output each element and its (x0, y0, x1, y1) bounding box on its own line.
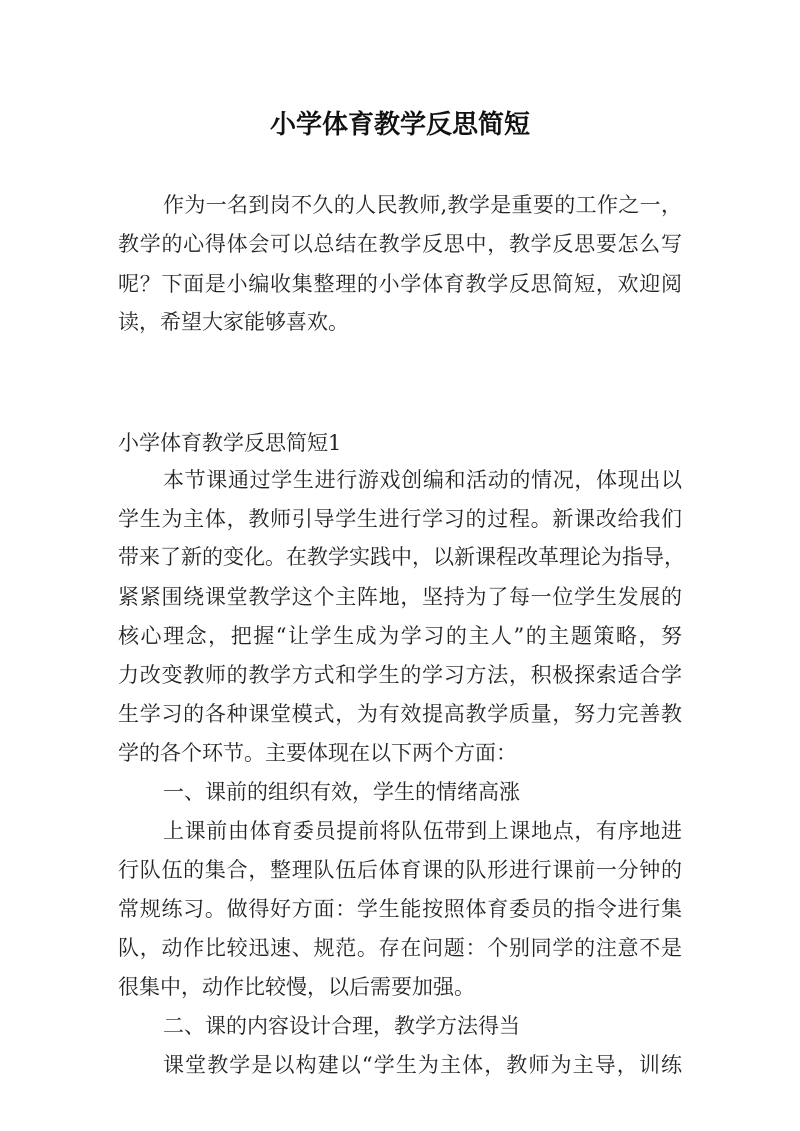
text-line: 常规练习。做得好方面：学生能按照体育委员的指令进行集 (118, 897, 682, 921)
text-line: 力改变教师的教学方式和学生的学习方法，积极探索适合学 (118, 663, 682, 687)
text-line: 教学的心得体会可以总结在教学反思中，教学反思要怎么写 (118, 232, 682, 256)
point-heading-2: 二、课的内容设计合理，教学方法得当 (163, 1014, 520, 1038)
text-line: 生学习的各种课堂模式，为有效提高教学质量，努力完善教 (118, 702, 682, 726)
text-line: 很集中，动作比较慢，以后需要加强。 (118, 975, 475, 999)
text-line: 行队伍的集合，整理队伍后体育课的队形进行课前一分钟的 (118, 858, 682, 882)
text-line: 核心理念，把握“让学生成为学习的主人”的主题策略，努 (118, 624, 682, 648)
text-line: 课堂教学是以构建以“学生为主体，教师为主导，训练 (163, 1053, 682, 1077)
point-heading-1: 一、课前的组织有效，学生的情绪高涨 (163, 780, 520, 804)
text-line: 本节课通过学生进行游戏创编和活动的情况，体现出以 (163, 468, 682, 492)
text-line: 紧紧围绕课堂教学这个主阵地，坚持为了每一位学生发展的 (118, 585, 682, 609)
text-line: 带来了新的变化。在教学实践中，以新课程改革理论为指导， (118, 545, 685, 569)
text-line: 上课前由体育委员提前将队伍带到上课地点，有序地进 (163, 819, 682, 843)
text-line: 读，希望大家能够喜欢。 (118, 310, 349, 334)
text-line: 学生为主体，教师引导学生进行学习的过程。新课改给我们 (118, 507, 682, 531)
section-heading: 小学体育教学反思简短1 (118, 431, 342, 455)
text-line: 呢？下面是小编收集整理的小学体育教学反思简短，欢迎阅 (118, 272, 682, 296)
text-line: 队，动作比较迅速、规范。存在问题：个别同学的注意不是 (118, 936, 682, 960)
text-line: 作为一名到岗不久的人民教师,教学是重要的工作之一， (163, 193, 682, 217)
document-title: 小学体育教学反思简短 (269, 110, 530, 140)
text-line: 学的各个环节。主要体现在以下两个方面： (118, 741, 517, 765)
